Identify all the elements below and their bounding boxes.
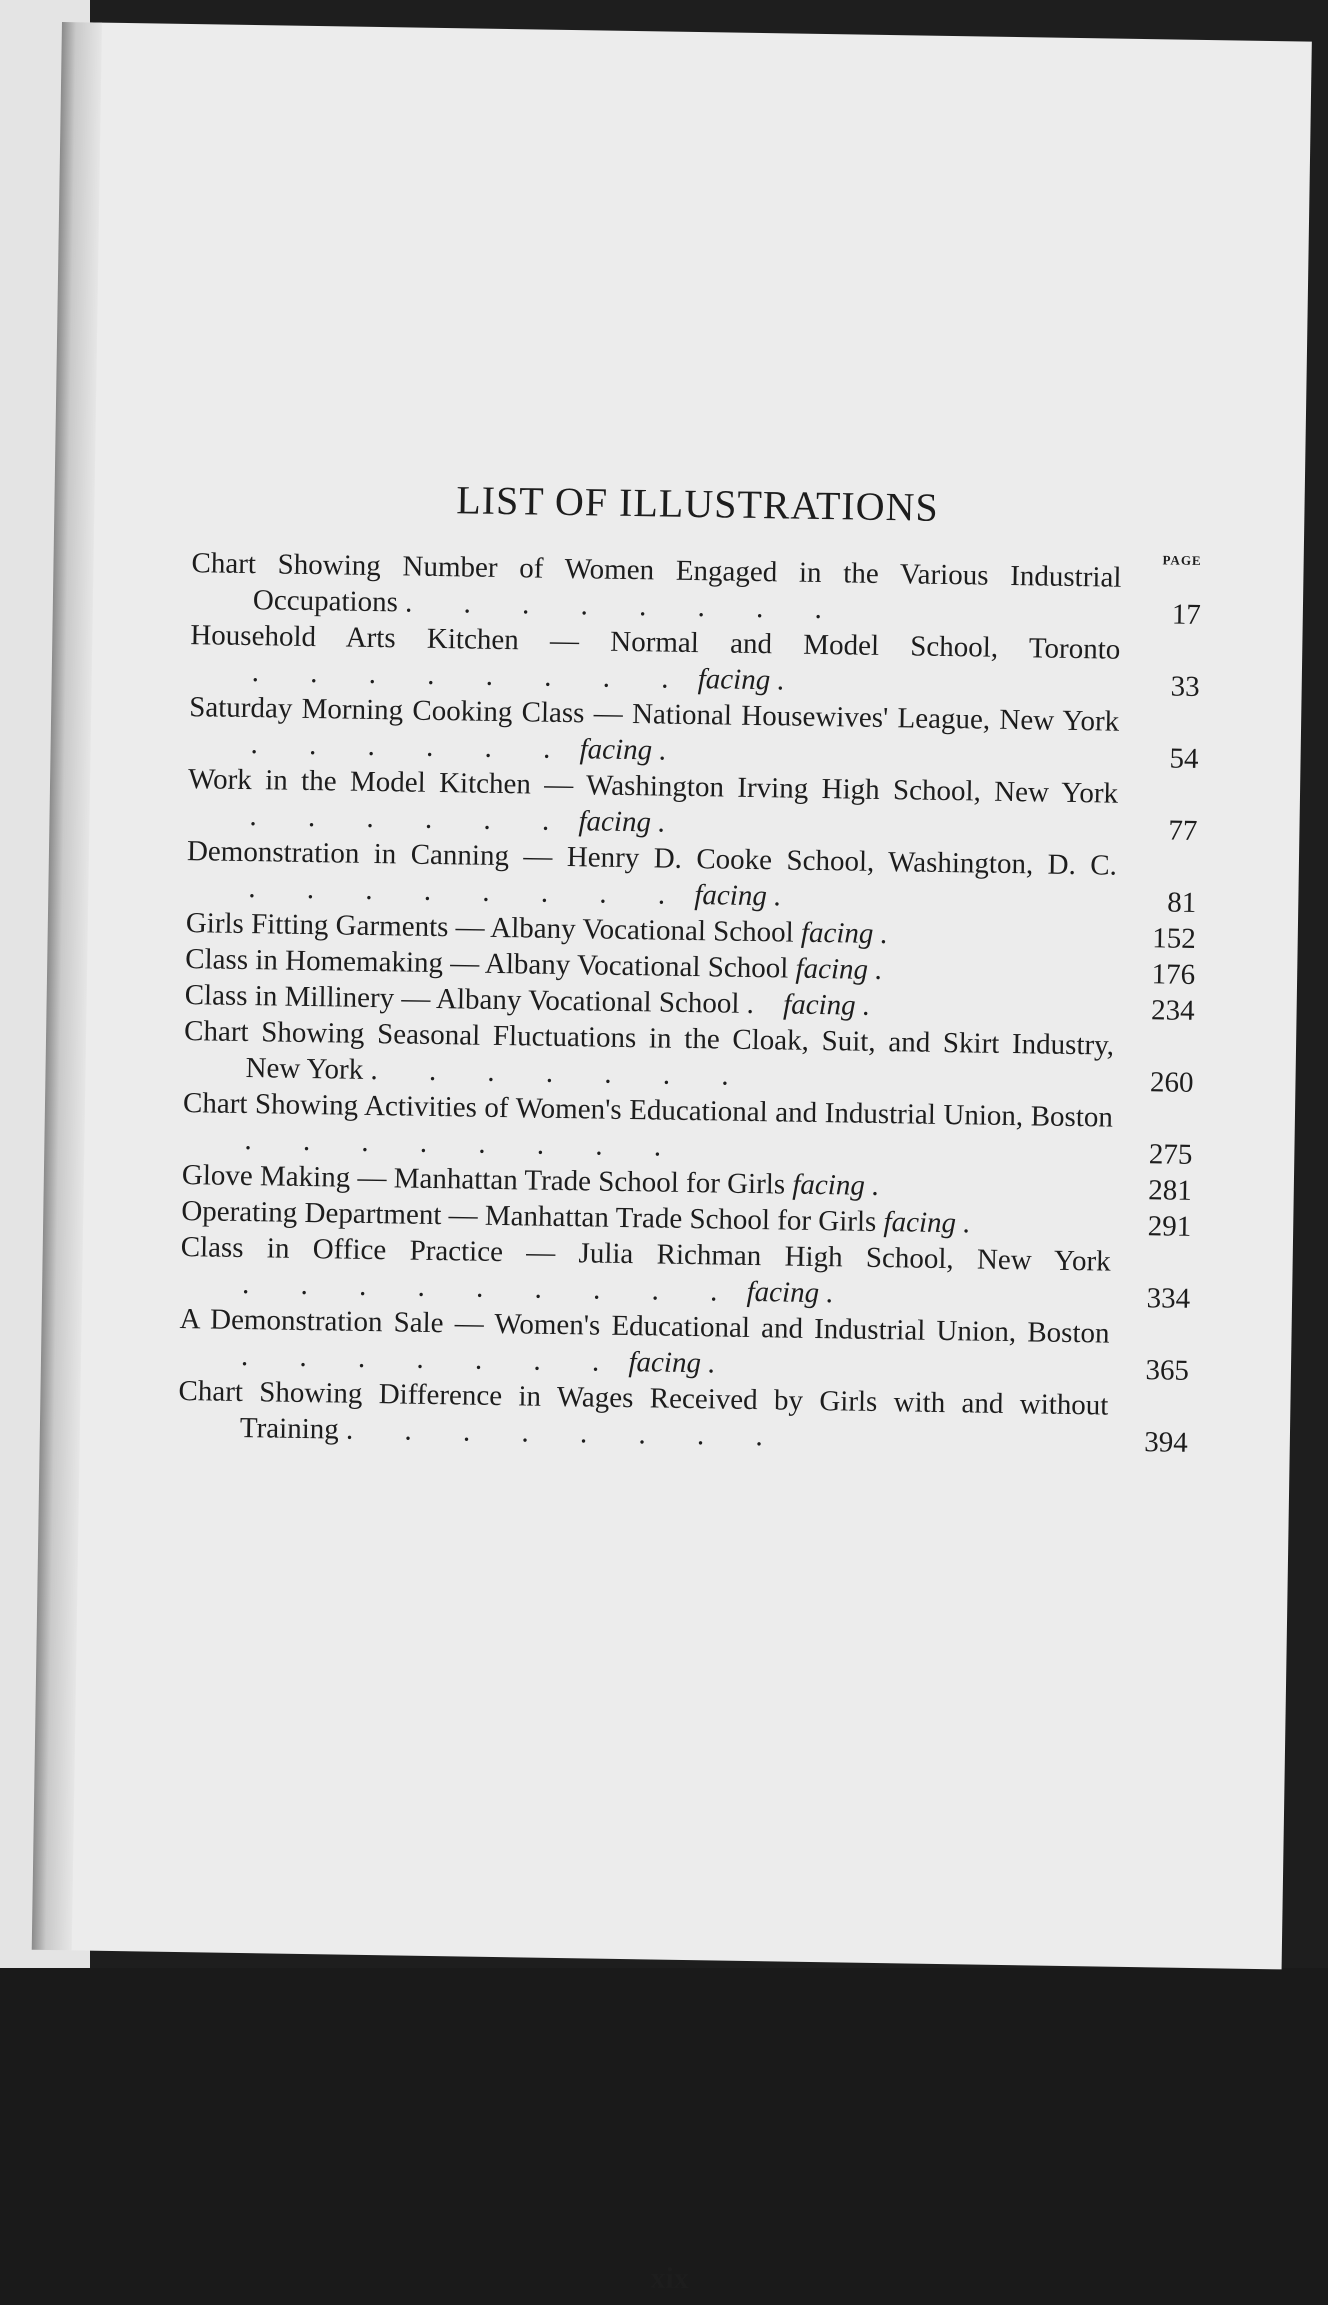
illustration-page-number: 17 (1171, 598, 1202, 631)
dot-leader: . . . . . . . . (251, 656, 691, 695)
illustration-entry (178, 1373, 1189, 1461)
illustration-page-number: 152 (1151, 922, 1196, 955)
illustration-page-number: 81 (1167, 886, 1197, 919)
page-folio: xix (650, 2261, 690, 2296)
facing-label: facing . (883, 1206, 971, 1240)
illustration-caption-text: Saturday Morning Cooking Class — National Housewives' League, New York (189, 691, 1120, 738)
illustrations-list (178, 545, 1202, 1461)
illustration-caption-text: A Demonstration Sale — Women's Educational and Industrial Union, Boston (179, 1303, 1110, 1350)
page-content (178, 472, 1203, 2296)
book-page (32, 22, 1312, 2296)
dot-leader: . . . . . . . (240, 1339, 622, 1378)
dot-leader: . . . . . . . . (404, 586, 845, 626)
illustration-caption-text: Demonstration in Canning — Henry D. Cooke School, Washington, D. C. (186, 835, 1118, 882)
dot-leader: . . . . . . . . . (241, 1267, 740, 1308)
illustration-page-number: 260 (1149, 1066, 1194, 1099)
illustration-caption-text: Glove Making — Manhattan Trade School for Girls (181, 1159, 786, 1201)
illustration-caption (178, 1373, 1109, 1460)
facing-label: facing . (746, 1275, 834, 1310)
illustration-caption-text: Chart Showing Number of Women Engaged in the Various Industrial Occupations (191, 547, 1122, 619)
illustration-page-number: 176 (1151, 958, 1196, 991)
illustration-page-number: 54 (1169, 742, 1199, 775)
facing-label: facing . (792, 1168, 880, 1202)
illustration-caption-text: Class in Office Practice — Julia Richman High School, New York (180, 1231, 1111, 1278)
facing-label: facing . (800, 916, 889, 951)
illustration-page-number: 334 (1146, 1282, 1191, 1315)
illustration-caption-text: Chart Showing Activities of Women's Educational and Industrial Union, Boston (182, 1087, 1114, 1134)
facing-label: facing . (694, 879, 782, 913)
dot-leader: . . . . . . (249, 800, 572, 838)
page-title: LIST OF ILLUSTRATIONS (455, 477, 940, 530)
facing-label: facing . (628, 1346, 716, 1380)
dot-leader: . . . . . . . . (345, 1413, 785, 1453)
illustration-caption-text: Class in Millinery — Albany Vocational School (184, 979, 740, 1020)
illustration-page-number: 77 (1168, 814, 1198, 847)
page-column-label: PAGE (1162, 552, 1202, 568)
dot-leader: . . . . . . . . (244, 1124, 684, 1163)
illustration-page-number: 291 (1147, 1210, 1192, 1243)
illustration-caption-text: Chart Showing Difference in Wages Received by Girls with and without Training (178, 1375, 1109, 1446)
facing-label: facing . (579, 733, 667, 767)
illustration-caption-text: Work in the Model Kitchen — Washington Irving High School, New York (187, 763, 1119, 810)
dot-leader: . . . . . . . (370, 1053, 751, 1092)
illustration-caption-text: Girls Fitting Garments — Albany Vocational School (185, 907, 794, 949)
illustration-page-number: 394 (1144, 1426, 1189, 1459)
facing-label: facing . (782, 988, 871, 1022)
dot-leader: . . . . . . . . (248, 872, 688, 911)
illustration-caption-text: Class in Homemaking — Albany Vocational School (185, 943, 789, 985)
illustration-caption-text: Operating Department — Manhattan Trade School for Girls (181, 1195, 877, 1238)
dot-leader: . (746, 987, 777, 1021)
illustration-caption-text: Household Arts Kitchen — Normal and Model School, Toronto (190, 619, 1121, 666)
illustration-page-number: 275 (1148, 1138, 1193, 1171)
illustration-page-number: 365 (1145, 1354, 1190, 1387)
dot-leader: . . . . . . (250, 728, 573, 766)
facing-label: facing . (697, 663, 785, 697)
illustration-caption-text: Chart Showing Seasonal Fluctuations in the Cloak, Suit, and Skirt Industry, New York (183, 1015, 1115, 1086)
facing-label: facing . (795, 952, 883, 987)
illustration-page-number: 33 (1170, 670, 1200, 703)
illustration-page-number: 234 (1150, 994, 1195, 1027)
facing-label: facing . (578, 805, 666, 839)
illustration-page-number: 281 (1148, 1174, 1193, 1207)
